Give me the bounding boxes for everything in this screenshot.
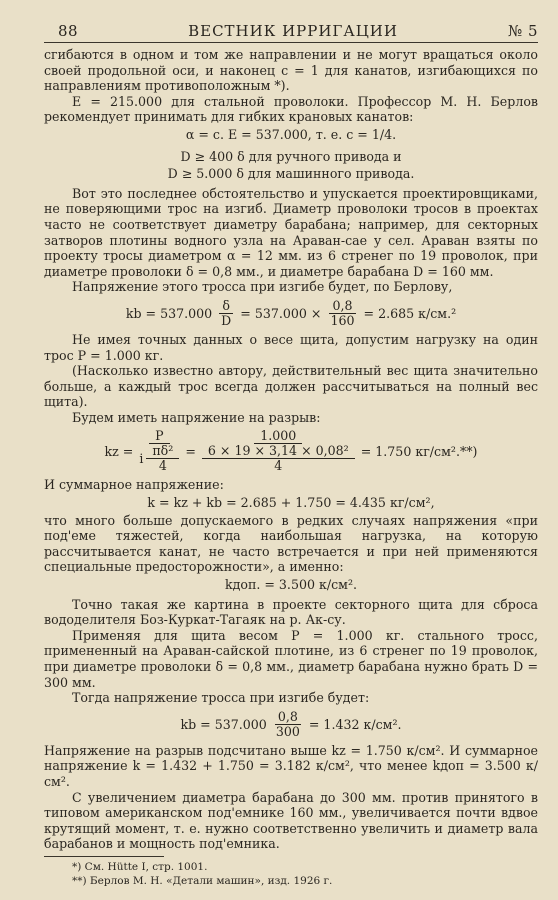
paragraph-10: Точно такая же картина в проекте секторного щита для сброса вододелителя Боз-Куркат-Тагаяк на р. Ак-су. <box>44 596 538 628</box>
paragraph-11: Применяя для щита весом P = 1.000 кг. стального тросс, примененный на Араван-сайской плотине, из 6 стренег по 19 проволок, при диаметре проволоки δ = 0,8 мм., диаметр барабана нужно брать D = 300 мм. <box>44 627 538 690</box>
equation-kb-160: kb = 537.000 $\frac{\delta}{D}$ = 537.000 × $\frac{0,8}{160}$ = 2.685 к/см.² <box>125 297 457 328</box>
paragraph-14: С увеличением диаметра барабана до 300 мм. против принятого в типовом американском под'емнике 160 мм., увеличивается почти вдвое крутящий момент, т. е. нужно соответственно увеличить и диаметр вала барабанов и мощность под'емника. <box>44 789 538 852</box>
paragraph-7: Будем иметь напряжение на разрыв: <box>72 409 321 425</box>
paragraph-4: Напряжение этого тросса при изгибе будет, по Берлову, <box>72 279 453 295</box>
equation-k-sum: k = kz + kb = 2.685 + 1.750 = 4.435 кг/см², <box>147 495 435 511</box>
footnote-1: *) См. Hütte I, стр. 1001. <box>72 860 208 873</box>
page-number: 88 <box>58 22 79 40</box>
paragraph-1: сгибаются в одном и том же направлении и не могут вращаться около своей продольной оси, и наконец c = 1 для канатов, изгибающихся по направлениям противоположным *). <box>44 47 538 94</box>
formula-d-manual: D ≥ 400 δ для ручного привода и <box>180 148 402 164</box>
paragraph-3: Вот это последнее обстоятельство и упускается проектировщиками, не поверяющими трос на изгиб. Диаметр проволоки тросов в проектах часто не соответствует диаметру барабана; например, для секторных затворов плотины водного узла на Араван-сае у сел. Араван взяты по проекту тросы диаметром α = 12 мм. из 6 стренег по 19 проволок, при диаметре проволоки δ = 0,8 мм., и диаметре барабана D = 160 мм. <box>44 185 538 279</box>
paragraph-12: Тогда напряжение тросса при изгибе будет: <box>72 690 370 706</box>
paragraph-9: что много больше допускаемого в редких случаях напряжения «при под'еме тяжестей, когда наибольшая нагрузка, на которую рассчитывается канат, не часто встречается и при ней применяются специальные предосторожности», а именно: <box>44 512 538 575</box>
running-header <box>44 22 538 43</box>
paragraph-13: Напряжение на разрыв подсчитано выше kz = 1.750 к/см². И суммарное напряжение k = 1.432 + 1.750 = 3.182 к/см², что менее kдоп = 3.500 к/см². <box>44 742 538 789</box>
paragraph-2: E = 215.000 для стальной проволоки. Профессор М. Н. Берлов рекомендует принимать для гибких крановых канатов: <box>44 93 538 125</box>
paragraph-8: И суммарное напряжение: <box>44 477 224 493</box>
footnote-divider <box>44 856 164 857</box>
footnote-2: **) Берлов М. Н. «Детали машин», изд. 1926 г. <box>72 874 333 887</box>
equation-kz: kz = P i $\frac{\text{πδ²}}{4}$ = $\frac{1.000}{\frac{\text{6 × 19 × 3,14 × 0,08²}}{4}}$ = 1.750 кг/см².**) <box>104 428 478 474</box>
paragraph-6: (Насколько известно автору, действительный вес щита значительно больше, а каждый трос всегда должен рассчитываться на полный вес щита). <box>44 363 538 410</box>
journal-title: ВЕСТНИК ИРРИГАЦИИ <box>188 22 398 40</box>
equation-kdop: kдоп. = 3.500 к/см². <box>225 577 357 593</box>
equation-kb-300: kb = 537.000 $\frac{0,8}{300}$ = 1.432 к/см². <box>180 708 402 739</box>
issue-number: № 5 <box>507 22 538 40</box>
formula-alpha: α = c. E = 537.000, т. е. c = 1/4. <box>185 126 397 142</box>
formula-d-machine: D ≥ 5.000 δ для машинного привода. <box>167 166 415 182</box>
paragraph-5: Не имея точных данных о весе щита, допустим нагрузку на один трос P = 1.000 кг. <box>44 331 538 363</box>
